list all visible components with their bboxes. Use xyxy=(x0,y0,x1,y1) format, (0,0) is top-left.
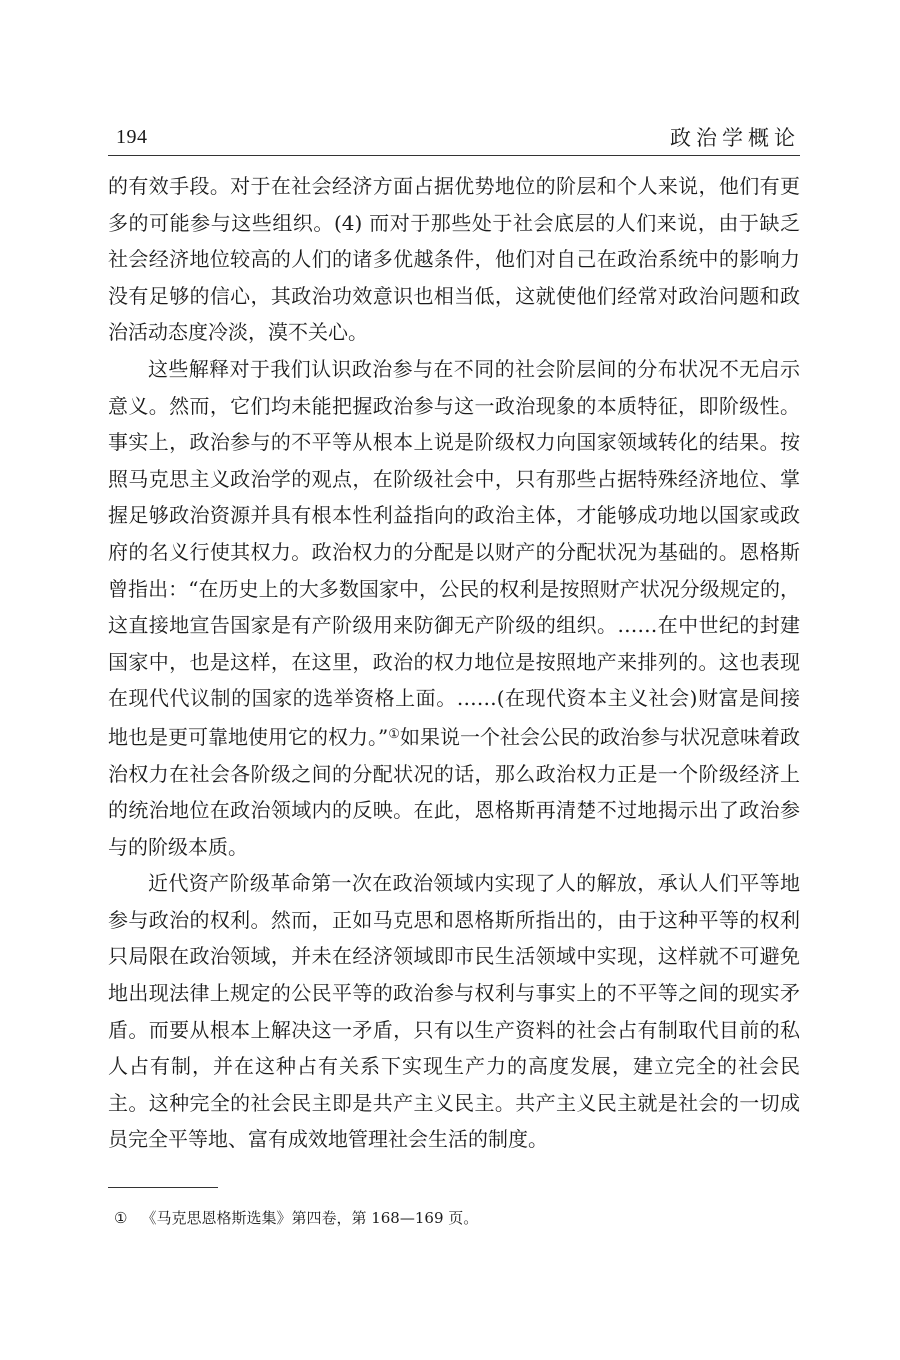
footnote-reference[interactable]: ① xyxy=(388,726,400,742)
footnote xyxy=(114,1207,794,1229)
footnote-rule xyxy=(108,1187,218,1188)
page-number: 194 xyxy=(116,125,148,148)
paragraph-text: 这些解释对于我们认识政治参与在不同的社会阶层间的分布状况不无启示意义。然而，它们均未能把握政治参与这一政治现象的本质特征，即阶级性。事实上，政治参与的不平等从根本上说是阶级权力向国家领域转化的结果。按照马克思主义政治学的观点，在阶级社会中，只有那些占据特殊经济地位、掌握足够政治资源并具有根本性利益指向的政治主体，才能够成功地以国家或政府的名义行使其权力。政治权力的分配是以财产的分配状况为基础的。恩格斯曾指出：“在历史上的大多数国家中，公民的权利是按照财产状况分级规定的，这直接地宣告国家是有产阶级用来防御无产阶级的组织。……在中世纪的封建国家中，也是这样，在这里，政治的权力地位是按照地产来排列的。这也表现在现代代议制的国家的选举资格上面。……(在现代资本主义社会)财富是间接地也是更可靠地使用它的权力。” xyxy=(108,356,800,749)
footnote-mark: ① xyxy=(114,1209,128,1227)
paragraph-text: 如果说一个社会公民的政治参与状况意味着政治权力在社会各阶级之间的分配状况的话，那么政治权力正是一个阶级经济上的统治地位在政治领域内的反映。在此，恩格斯再清楚不过地揭示出了政治参与的阶级本质。 xyxy=(108,724,801,859)
paragraph-continued: 的有效手段。对于在社会经济方面占据优势地位的阶层和个人来说，他们有更多的可能参与这些组织。(4) 而对于那些处于社会底层的人们来说，由于缺乏社会经济地位较高的人们的诸多优越条件，他们对自己在政治系统中的影响力没有足够的信心，其政治功效意识也相当低，这就使他们经常对政治问题和政治活动态度冷淡，漠不关心。 xyxy=(108,174,800,345)
paragraph xyxy=(108,351,800,865)
header-rule xyxy=(108,155,800,156)
footnote-text: 《马克思恩格斯选集》第四卷，第 168—169 页。 xyxy=(141,1209,479,1227)
page-header xyxy=(108,122,800,152)
body-text xyxy=(108,168,800,1158)
paragraph: 近代资产阶级革命第一次在政治领域内实现了人的解放，承认人们平等地参与政治的权利。然而，正如马克思和恩格斯所指出的，由于这种平等的权利只局限在政治领域，并未在经济领域即市民生活领域中实现，这样就不可避免地出现法律上规定的公民平等的政治参与权利与事实上的不平等之间的现实矛盾。而要从根本上解决这一矛盾，只有以生产资料的社会占有制取代目前的私人占有制，并在这种占有关系下实现生产力的高度发展，建立完全的社会民主。这种完全的社会民主即是共产主义民主。共产主义民主就是社会的一切成员完全平等地、富有成效地管理社会生活的制度。 xyxy=(108,871,800,1152)
running-title: 政治学概论 xyxy=(670,126,800,150)
